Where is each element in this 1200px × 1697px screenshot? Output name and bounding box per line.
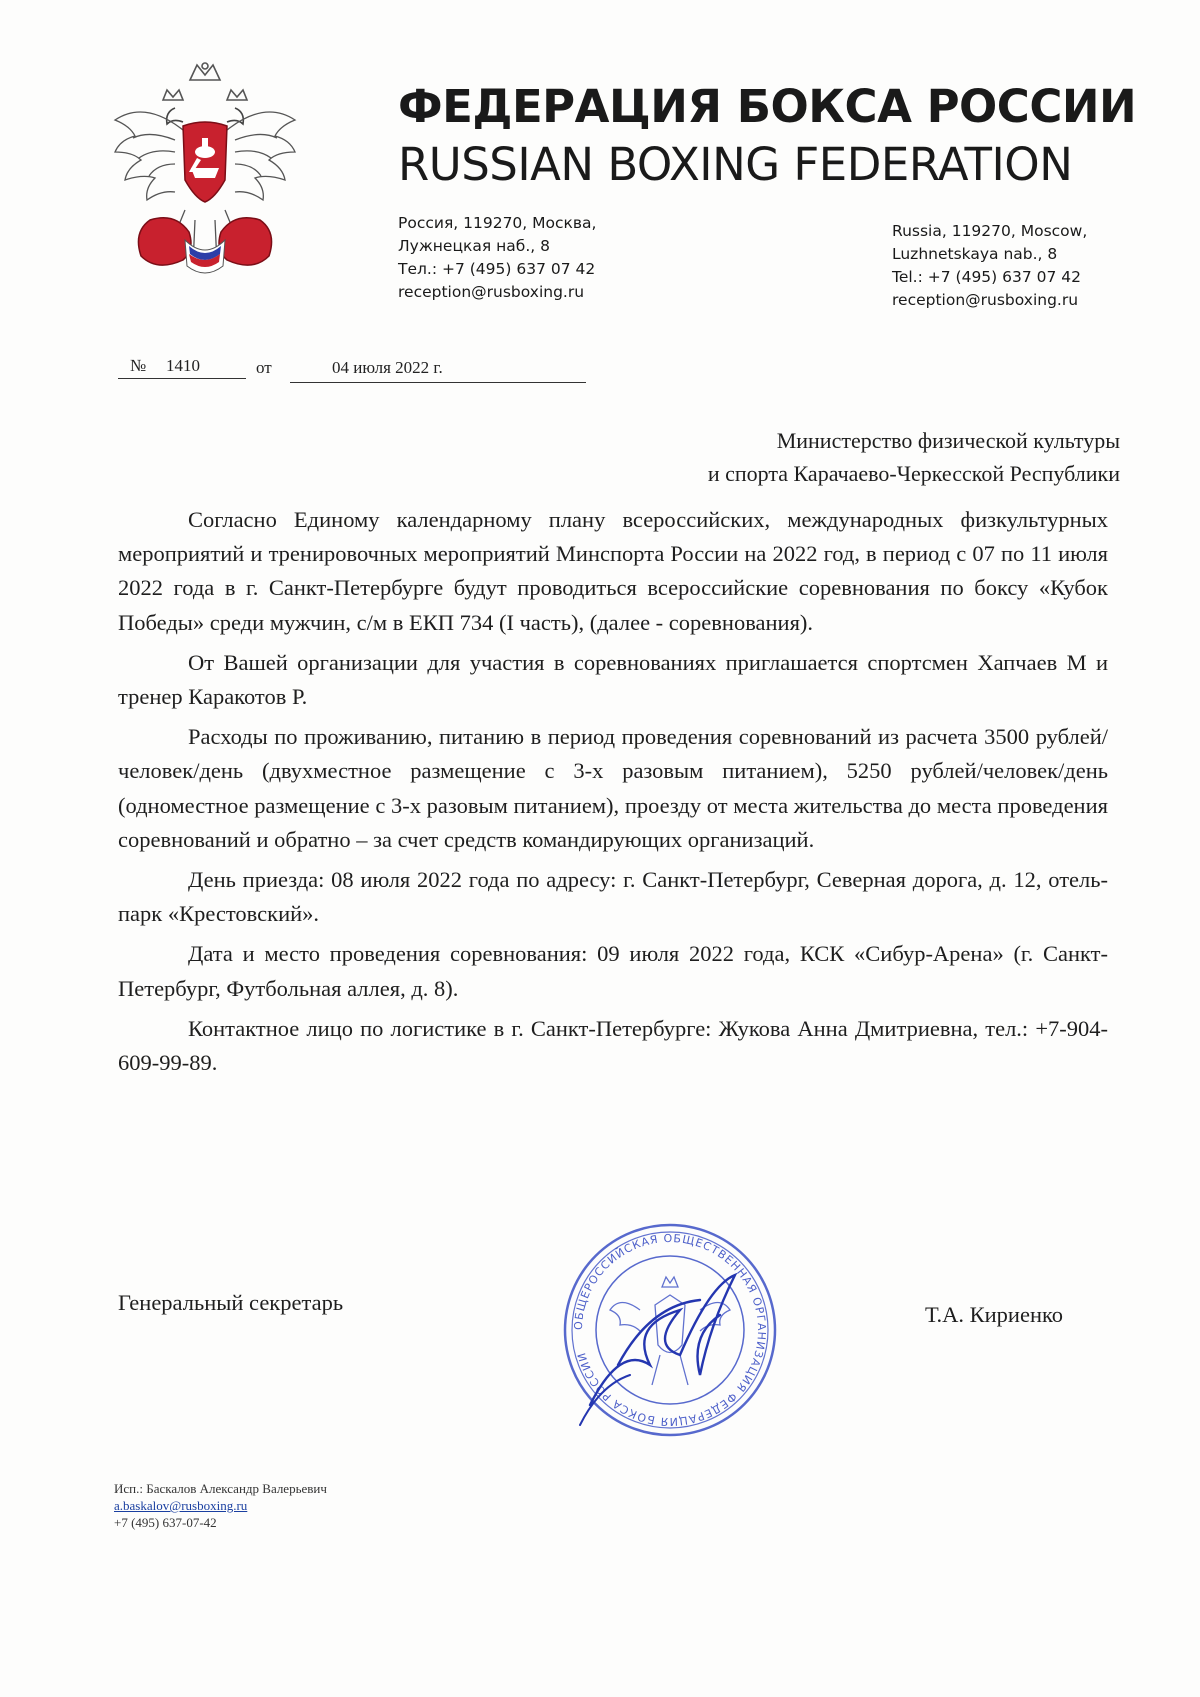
number-underline (118, 378, 246, 379)
number-sign: № (130, 356, 147, 375)
address-email: reception@rusboxing.ru (892, 291, 1079, 309)
registration-date: 04 июля 2022 г. (332, 358, 443, 377)
stamp-ring-text: ОБЩЕРОССИЙСКАЯ ОБЩЕСТВЕННАЯ ОРГАНИЗАЦИЯ ФЕДЕРАЦИЯ БОКСА РОССИИ (571, 1231, 769, 1429)
body-paragraph: Расходы по проживанию, питанию в период проведения соревнований из расчета 3500 рублей/человек/день (двухместное размещение с 3-х разовым питанием), 5250 рублей/человек/день (одноместное размещение с 3-х разовым питанием), проезду от места жительства до места проведения соревнований и обратно – за счет средств командирующих организаций. (118, 724, 1108, 852)
body-paragraph: День приезда: 08 июля 2022 года по адресу: г. Санкт-Петербург, Северная дорога, д. 12, отель-парк «Крестовский». (118, 867, 1108, 927)
address-phone: Tel.: +7 (495) 637 07 42 (892, 268, 1082, 286)
executor-email[interactable]: a.baskalov@rusboxing.ru (114, 1498, 248, 1513)
signer-name: Т.А. Кириенко (925, 1302, 1064, 1327)
body-paragraph: От Вашей организации для участия в соревнованиях приглашается спортсмен Хапчаев М и тренер Каракотов Р. (118, 649, 1108, 710)
executor-phone: +7 (495) 637-07-42 (114, 1515, 217, 1530)
executor-name: Исп.: Баскалов Александр Валерьевич (114, 1481, 327, 1496)
official-stamp-icon (560, 1215, 780, 1445)
address-line: Россия, 119270, Москва, (398, 214, 597, 232)
address-en (892, 220, 1087, 312)
recipient-line: Министерство физической культуры (776, 428, 1120, 453)
from-label: от (256, 358, 272, 377)
address-line: Лужнецкая наб., 8 (398, 237, 550, 255)
org-name-ru: ФЕДЕРАЦИЯ БОКСА РОССИИ (398, 80, 1137, 133)
body-paragraph: Согласно Единому календарному плану всероссийских, международных физкультурных мероприятий и тренировочных мероприятий Минспорта России на 2022 год, в период с 07 по 11 июля 2022 года в г. Санкт-Петербурге будут проводиться всероссийские соревнования по боксу «Кубок Победы» среди мужчин, с/м в ЕКП 734 (I часть), (далее - соревнования). (118, 507, 1108, 635)
signer-title: Генеральный секретарь (118, 1290, 344, 1315)
address-line: Russia, 119270, Moscow, (892, 222, 1088, 240)
address-line: Luzhnetskaya nab., 8 (892, 245, 1058, 263)
recipient-line: и спорта Карачаево-Черкесской Республики (707, 461, 1120, 486)
body-paragraph: Дата и место проведения соревнования: 09 июля 2022 года, КСК «Сибур-Арена» (г. Санкт-Петербург, Футбольная аллея, д. 8). (118, 941, 1108, 1001)
recipient-block (708, 424, 1120, 490)
executor-block (114, 1480, 327, 1531)
body-paragraph: Контактное лицо по логистике в г. Санкт-Петербурге: Жукова Анна Дмитриевна, тел.: +7-904-609-99-89. (118, 1015, 1108, 1076)
svg-text:ОБЩЕРОССИЙСКАЯ ОБЩЕСТВЕННАЯ ОР (572, 1232, 768, 1428)
date-underline (290, 382, 586, 383)
address-ru (398, 212, 596, 304)
russia-coat-of-arms-icon (105, 60, 305, 280)
org-name-en: RUSSIAN BOXING FEDERATION (398, 138, 1073, 191)
registration-number: 1410 (166, 356, 200, 375)
letter-body (118, 503, 1108, 1086)
address-phone: Тел.: +7 (495) 637 07 42 (398, 260, 596, 278)
address-email: reception@rusboxing.ru (398, 283, 585, 301)
